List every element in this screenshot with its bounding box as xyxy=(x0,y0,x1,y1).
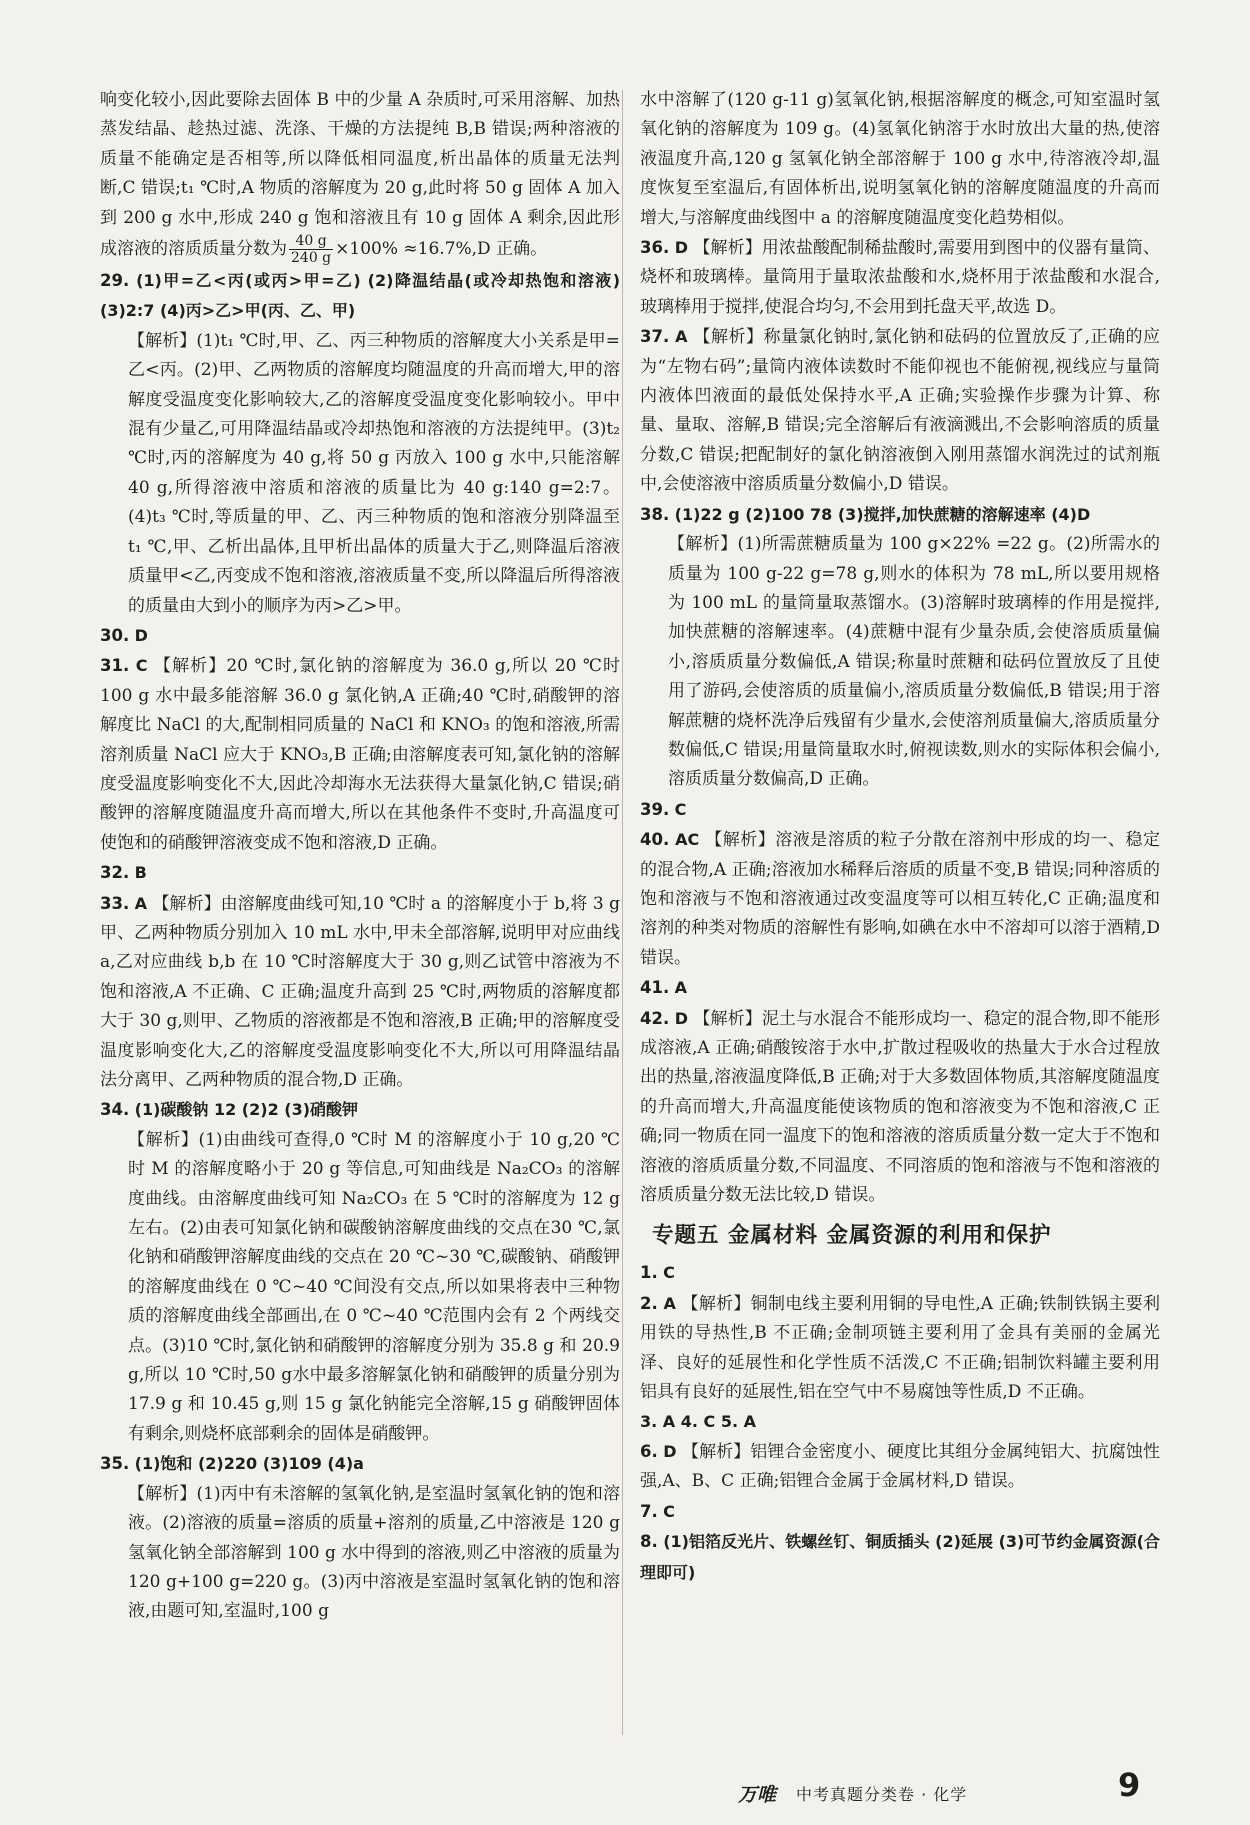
analysis-34: 【解析】(1)由曲线可查得,0 ℃时 M 的溶解度小于 10 g,20 ℃时 M 的溶解度略小于 20 g 等信息,可知曲线是 Na₂CO₃ 的溶解度曲线。由溶解度曲线可知 Na₂CO₃ 在 5 ℃时的溶解度为 12 g 左右。(2)由表可知氯化钠和碳酸钠溶解度曲线的交点在30 ℃,氯化钠和硝酸钾溶解度曲线的交点在 20 ℃~30 ℃,碳酸钠、硝酸钾的溶解度曲线在 0 ℃~40 ℃间没有交点,所以如果将表中三种物质的溶解度曲线全部画出,在 0 ℃~40 ℃范围内会有 2 个两线交点。(3)10 ℃时,氯化钠和硝酸钾的溶解度分别为 35.8 g 和 20.9 g,所以 10 ℃时,50 g水中最多溶解氯化钠和硝酸钾的质量分别为 17.9 g 和 10.45 g,则 15 g 氯化钠能完全溶解,15 g 硝酸钾固体有剩余,则烧杯底部剩余的固体是硝酸钾。 xyxy=(128,1129,620,1444)
analysis-40: 【解析】溶液是溶质的粒子分散在溶剂中形成的均一、稳定的混合物,A 正确;溶液加水稀释后溶质的质量不变,B 错误;同种溶质的饱和溶液与不饱和溶液通过改变温度等可以相互转化,C 正确;温度和溶剂的种类对物质的溶解性有影响,如碘在水中不溶却可以溶于酒精,D 错误。 xyxy=(640,830,1161,968)
question-number: 6. xyxy=(640,1441,658,1461)
answer-key: (1)碳酸钠 12 (2)2 (3)硝酸钾 xyxy=(134,1100,359,1120)
question-number: 2. xyxy=(640,1293,658,1313)
analysis-s6: 【解析】铝锂合金密度小、硬度比其组分金属纯铝大、抗腐蚀性强,A、B、C 正确;铝锂合金属于金属材料,D 错误。 xyxy=(640,1441,1161,1492)
section-title: 专题五 金属材料 金属资源的利用和保护 xyxy=(652,1223,1052,1249)
answer-42 xyxy=(640,1004,1160,1211)
text: 响变化较小,因此要除去固体 B 中的少量 A 杂质时,可采用溶解、加热蒸发结晶、趁热过滤、洗涤、干燥的方法提纯 B,B 错误;两种溶液的质量不能确定是否相等,所以降低相同温度,析出晶体的质量无法判断,C 错误;t₁ ℃时,A 物质的溶解度为 20 g,此时将 50 g 固体 A 加入到 200 g 水中,形成 240 g 饱和溶液且有 10 g 固体 A 剩余,因此形成溶液的溶质质量分数为 xyxy=(100,90,620,260)
analysis-31: 【解析】20 ℃时,氯化钠的溶解度为 36.0 g,所以 20 ℃时 100 g 水中最多能溶解 36.0 g 氯化钠,A 正确;40 ℃时,硝酸钾的溶解度比 NaCl 的大,配制相同质量的 NaCl 和 KNO₃ 的饱和溶液,所需溶剂质量 NaCl 应大于 KNO₃,B 正确;由溶解度表可知,氯化钠的溶解度受温度影响变化不大,因此冷却海水无法获得大量氯化钠,C 错误;硝酸钾的溶解度随温度升高而增大,所以在其他条件不变时,升高温度可使饱和的硝酸钾溶液变成不饱和溶液,D 正确。 xyxy=(100,656,621,853)
analysis-42: 【解析】泥土与水混合不能形成均一、稳定的混合物,即不能形成溶液,A 正确;硝酸铵溶于水中,扩散过程吸收的热量大于水合过程放出的热量,溶液温度降低,B 正确;对于大多数固体物质,其溶解度随温度的升高而增大,升高温度能使该物质的饱和溶液变为不饱和溶液,C 正确;同一物质在同一温度下的饱和溶液的溶质质量分数一定大于不饱和溶液的溶质质量分数,不同温度、不同溶质的饱和溶液与不饱和溶液的溶质质量分数无法比较,D 错误。 xyxy=(640,1008,1160,1206)
answer-32 xyxy=(100,858,620,888)
analysis-s2: 【解析】铜制电线主要利用铜的导电性,A 正确;铁制铁锅主要利用铁的导热性,B 不正确;金制项链主要利用了金具有美丽的金属光泽、良好的延展性和化学性质不活泼,C 不正确;铝制饮料罐主要利用铝具有良好的延展性,铝在空气中不易腐蚀等性质,D 不正确。 xyxy=(640,1293,1161,1403)
answer-34 xyxy=(100,1095,620,1125)
answer-s1 xyxy=(640,1258,1160,1288)
question-number: 39. xyxy=(640,799,670,819)
answer-s7 xyxy=(640,1497,1160,1527)
question-number: 38. xyxy=(640,504,670,524)
answer-37 xyxy=(640,322,1160,499)
answer-key: C xyxy=(135,656,148,676)
answer-39 xyxy=(640,795,1160,825)
answer-key: A xyxy=(663,1293,676,1313)
answer-35 xyxy=(100,1449,620,1479)
answer-key: C xyxy=(674,799,687,819)
answer-key: D xyxy=(674,238,688,258)
fraction-numerator: 40 g xyxy=(289,233,333,250)
question-number: 8. xyxy=(640,1532,658,1552)
continued-analysis xyxy=(100,86,620,266)
question-number: 41. xyxy=(640,978,670,998)
analysis-33: 【解析】由溶解度曲线可知,10 ℃时 a 的溶解度小于 b,将 3 g 甲、乙两种物质分别加入 10 mL 水中,甲未全部溶解,说明甲对应曲线 a,乙对应曲线 b,b 在 10 ℃时溶解度大于 30 g,则乙试管中溶液为不饱和溶液,A 不正确、C 正确;温度升高到 25 ℃时,两物质的溶解度都大于 30 g,则甲、乙物质的溶液都是不饱和溶液,B 正确;甲的溶解度受温度影响变化大,乙的溶解度受温度影响变化不大,所以可用降温结晶法分离甲、乙两种物质的混合物,D 正确。 xyxy=(100,893,620,1090)
page-number: 9 xyxy=(1118,1766,1141,1804)
book-title: 中考真题分类卷 · 化学 xyxy=(796,1785,968,1804)
fraction xyxy=(289,233,333,266)
question-number: 36. xyxy=(640,238,670,258)
answer-33 xyxy=(100,889,620,1096)
question-number: 33. xyxy=(100,893,130,913)
answer-key: D xyxy=(674,1008,688,1028)
answer-key: A xyxy=(675,327,688,347)
answer-38 xyxy=(640,500,1160,530)
question-number: 42. xyxy=(640,1008,670,1028)
analysis-35: 【解析】(1)丙中有未溶解的氢氧化钠,是室温时氢氧化钠的饱和溶液。(2)溶液的质量=溶质的质量+溶剂的质量,乙中溶液是 120 g 氢氧化钠全部溶解到 100 g 水中得到的溶液,则乙中溶液的质量为 120 g+100 g=220 g。(3)丙中溶液是室温时氢氧化钠的饱和溶液,由题可知,室温时,100 g xyxy=(128,1483,620,1622)
answer-key: D xyxy=(134,625,148,645)
brand-logo: 万唯 xyxy=(738,1784,777,1806)
answer-key: C xyxy=(663,1263,675,1283)
answer-s8 xyxy=(640,1527,1160,1588)
left-column xyxy=(100,86,620,1627)
answer-31 xyxy=(100,651,620,858)
page-footer xyxy=(0,1768,1250,1808)
right-column xyxy=(640,86,1160,1588)
answer-key: B xyxy=(134,863,147,883)
question-number: 34. xyxy=(100,1100,130,1120)
answer-29 xyxy=(100,266,620,327)
analysis-37: 【解析】称量氯化钠时,氯化钠和砝码的位置放反了,正确的应为“左物右码”;量筒内液体读数时不能仰视也不能俯视,视线应与量筒内液体凹液面的最低处保持水平,A 正确;实验操作步骤为计算、称量、量取、溶解,B 错误;完全溶解后有液滴溅出,不会影响溶质的质量分数,C 错误;把配制好的氯化钠溶液倒入刚用蒸馏水润洗过的试剂瓶中,会使溶液中溶质质量分数偏小,D 错误。 xyxy=(640,327,1161,495)
question-number: 1. xyxy=(640,1263,658,1283)
answer-key: AC xyxy=(675,830,700,850)
answer-key: (1)22 g (2)100 78 (3)搅拌,加快蔗糖的溶解速率 (4)D xyxy=(674,504,1091,524)
fraction-denominator: 240 g xyxy=(291,250,332,267)
answer-key: C xyxy=(663,1501,675,1521)
answer-key: (1)铝箔反光片、铁螺丝钉、铜质插头 (2)延展 (3)可节约金属资源(合理即可) xyxy=(640,1532,1161,1582)
answer-key: (1)饱和 (2)220 (3)109 (4)a xyxy=(134,1454,364,1474)
question-number: 32. xyxy=(100,863,130,883)
analysis-36: 【解析】用浓盐酸配制稀盐酸时,需要用到图中的仪器有量筒、烧杯和玻璃棒。量筒用于量取浓盐酸和水,烧杯用于浓盐酸和水混合,玻璃棒用于搅拌,使混合均匀,不会用到托盘天平,故选 D。 xyxy=(640,238,1160,317)
answer-30 xyxy=(100,621,620,651)
question-number: 37. xyxy=(640,327,670,347)
answer-key: D xyxy=(663,1441,677,1461)
analysis-38: 【解析】(1)所需蔗糖质量为 100 g×22% =22 g。(2)所需水的质量为 100 g-22 g=78 g,则水的体积为 78 mL,所以要用规格为 100 mL 的量筒量取蒸馏水。(3)溶解时玻璃棒的作用是搅拌,加快蔗糖的溶解速率。(4)蔗糖中混有少量杂质,会使溶质质量偏小,溶质质量分数偏低,A 错误;称量时蔗糖和砝码位置放反了且使用了游码,会使溶质的质量偏小,溶质质量分数偏低,B 错误;用于溶解蔗糖的烧杯洗净后残留有少量水,会使溶剂质量偏大,溶质质量分数偏低,C 错误;用量筒量取水时,俯视读数,则水的实际体积会偏小,溶质质量分数偏高,D 正确。 xyxy=(668,534,1160,790)
analysis-29: 【解析】(1)t₁ ℃时,甲、乙、丙三种物质的溶解度大小关系是甲=乙<丙。(2)甲、乙两物质的溶解度均随温度的升高而增大,甲的溶解度受温度变化影响较大,乙的溶解度受温度变化影响较小。甲中混有少量乙,可用降温结晶或冷却热饱和溶液的方法提纯甲。(3)t₂ ℃时,丙的溶解度为 40 g,将 50 g 丙放入 100 g 水中,只能溶解 40 g,所得溶液中溶质和溶液的质量比为 40 g:140 g=2:7。(4)t₃ ℃时,等质量的甲、乙、丙三种物质的饱和溶液分别降温至 t₁ ℃,甲、乙析出晶体,且甲析出晶体的质量大于乙,则降温后溶液质量甲<乙,丙变成不饱和溶液,溶液质量不变,所以降温后所得溶液的质量由大到小的顺序为丙>乙>甲。 xyxy=(128,330,620,616)
question-number: 29. xyxy=(100,271,130,291)
question-number: 30. xyxy=(100,625,130,645)
answer-s2 xyxy=(640,1289,1160,1408)
continued-analysis-35: 水中溶解了(120 g-11 g)氢氧化钠,根据溶解度的概念,可知室温时氢氧化钠的溶解度为 109 g。(4)氢氧化钠溶于水时放出大量的热,使溶液温度升高,120 g 氢氧化钠全部溶解于 100 g 水中,待溶液冷却,温度恢复至室温后,有固体析出,说明氢氧化钠的溶解度随温度的升高而增大,与溶解度曲线图中 a 的溶解度随温度变化趋势相似。 xyxy=(640,90,1160,228)
answers-s3-s5: 3. A 4. C 5. A xyxy=(640,1412,756,1432)
answer-40 xyxy=(640,825,1160,973)
answer-key: A xyxy=(134,893,148,913)
answer-s6 xyxy=(640,1437,1160,1497)
answer-key: A xyxy=(674,978,688,998)
question-number: 40. xyxy=(640,830,670,850)
text: ×100% ≈16.7%,D 正确。 xyxy=(335,239,548,260)
question-number: 7. xyxy=(640,1501,658,1521)
column-divider xyxy=(622,90,623,1735)
question-number: 31. xyxy=(100,656,130,676)
answer-key: (1)甲=乙<丙(或丙>甲=乙) (2)降温结晶(或冷却热饱和溶液) (3)2:7 (4)丙>乙>甲(丙、乙、甲) xyxy=(100,271,621,321)
answer-36 xyxy=(640,233,1160,322)
answer-41 xyxy=(640,973,1160,1003)
question-number: 35. xyxy=(100,1454,130,1474)
